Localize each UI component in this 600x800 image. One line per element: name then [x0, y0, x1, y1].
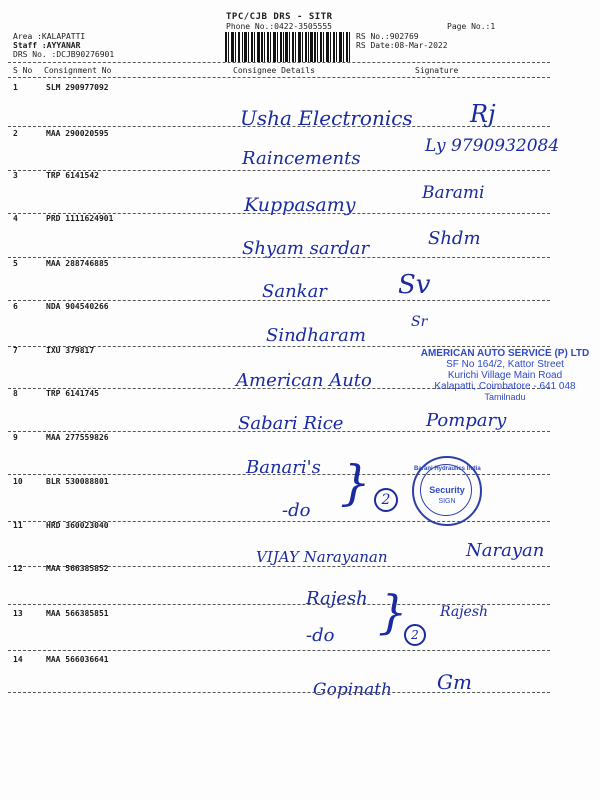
- row-14-consignment: MAA 566036641: [46, 655, 109, 664]
- row-5-divider: [8, 300, 550, 301]
- row-13-do-mark: -do: [306, 625, 335, 646]
- row-7-consignment: IXU 379817: [46, 346, 95, 355]
- header-rs-date: RS Date:08-Mar-2022: [356, 41, 448, 50]
- row-12-consignment: MAA 566385852: [46, 564, 109, 573]
- row-1-consignment: SLM 290977092: [46, 83, 109, 92]
- stamp-line-company: AMERICAN AUTO SERVICE (P) LTD: [420, 348, 590, 359]
- row-13-s-no: 13: [13, 609, 23, 618]
- row-1-consignee-handwriting: Usha Electronics: [240, 106, 413, 130]
- row-13-signature-handwriting: Rajesh: [440, 604, 489, 620]
- row-5-consignment: MAA 288746885: [46, 259, 109, 268]
- row-2-consignment: MAA 290020595: [46, 129, 109, 138]
- row-13-consignment: MAA 566385851: [46, 609, 109, 618]
- stamp-line-address-3: Kalapatti, Coimbatore - 641 048: [434, 381, 576, 392]
- row-12-signature-handwriting: Narayan: [466, 540, 545, 561]
- header-divider-bottom: [8, 77, 550, 78]
- stamp-line-address-2: Kurichi Village Main Road: [447, 370, 563, 381]
- row-14-divider: [8, 692, 550, 693]
- row-2-signature-handwriting: Ly 9790932084: [425, 136, 560, 156]
- row-6-consignment: NDA 904540266: [46, 302, 109, 311]
- row-13-count-mark: 2: [404, 624, 426, 646]
- header-title: TPC/CJB DRS - SITR: [226, 12, 333, 22]
- stamp-line-state: Tamilnadu: [484, 392, 526, 402]
- row-10-count-mark: 2: [374, 488, 398, 512]
- barcode-graphic: [225, 32, 350, 62]
- row-8-consignee-handwriting: American Auto: [236, 370, 372, 391]
- column-header-consignee-details: Consignee Details: [233, 66, 315, 75]
- row-5-signature-handwriting: Sv: [398, 270, 431, 300]
- row-8-s-no: 8: [13, 389, 18, 398]
- american-auto-service-stamp: [412, 348, 598, 402]
- row-9-signature-handwriting: Pompary: [426, 410, 507, 431]
- seal-center-text: Security: [429, 485, 465, 495]
- row-5-consignee-handwriting: Sankar: [262, 281, 327, 302]
- row-14-consignee-handwriting: Gopinath: [313, 680, 392, 700]
- row-7-s-no: 7: [13, 346, 18, 355]
- header-phone: Phone No.:0422-3505555: [226, 22, 332, 31]
- row-4-signature-handwriting: Shdm: [428, 228, 481, 249]
- row-9-s-no: 9: [13, 433, 18, 442]
- header-divider-top: [8, 62, 550, 63]
- bracket-group-mark: }: [340, 455, 371, 511]
- row-12-s-no: 12: [13, 564, 23, 573]
- seal-sub-text: SIGN: [438, 498, 456, 505]
- row-1-signature-handwriting: Rj: [470, 100, 496, 128]
- bannari-security-seal: [412, 456, 482, 526]
- row-6-consignee-handwriting: Sindharam: [266, 325, 366, 346]
- row-9-consignment: MAA 277559826: [46, 433, 109, 442]
- row-11-consignee-handwriting: -do: [282, 500, 311, 521]
- row-14-signature-handwriting: Gm: [437, 670, 472, 694]
- row-1-s-no: 1: [13, 83, 18, 92]
- column-header-consignment-no: Consignment No: [44, 66, 112, 75]
- header-drs-no: DRS No. :DCJB90276901: [13, 50, 115, 59]
- row-4-s-no: 4: [13, 214, 18, 223]
- row-11-s-no: 11: [13, 521, 23, 530]
- row-11-consignment: HRD 360023040: [46, 521, 109, 530]
- row-13-consignee-handwriting: Rajesh: [306, 588, 368, 609]
- row-5-s-no: 5: [13, 259, 18, 268]
- row-3-consignee-handwriting: Kuppasamy: [244, 194, 356, 216]
- row-12-consignee-handwriting: VIJAY Narayanan: [256, 548, 388, 566]
- row-6-s-no: 6: [13, 302, 18, 311]
- row-14-s-no: 14: [13, 655, 23, 664]
- row-1-divider: [8, 126, 550, 127]
- header-staff: Staff :AYYANAR: [13, 41, 81, 50]
- header-page-no: Page No.:1: [447, 22, 496, 31]
- seal-outer-text: Barani Hydraulics India: [414, 466, 481, 472]
- row-3-s-no: 3: [13, 171, 18, 180]
- header-rs-no: RS No.:902769: [356, 32, 419, 41]
- stamp-line-address-1: SF No 164/2, Kattor Street: [446, 359, 564, 370]
- column-header-s-no: S No: [13, 66, 33, 75]
- row-2-s-no: 2: [13, 129, 18, 138]
- row-3-signature-handwriting: Barami: [422, 183, 485, 203]
- row-2-consignee-handwriting: Raincements: [242, 148, 361, 169]
- barcode: [225, 32, 350, 62]
- row-4-consignment: PRD 1111624901: [46, 214, 114, 223]
- header-area: Area :KALAPATTI: [13, 32, 86, 41]
- row-8-consignment: TRP 6141745: [46, 389, 99, 398]
- row-4-divider: [8, 257, 550, 258]
- bracket-group-mark-2: }: [378, 585, 408, 639]
- row-9-consignee-handwriting: Sabari Rice: [238, 413, 344, 434]
- row-4-consignee-handwriting: Shyam sardar: [242, 238, 370, 259]
- row-6-signature-handwriting: Sr: [411, 314, 428, 330]
- row-10-consignment: BLR 530088801: [46, 477, 109, 486]
- row-3-consignment: TRP 6141542: [46, 171, 99, 180]
- row-10-s-no: 10: [13, 477, 23, 486]
- row-13-divider: [8, 650, 550, 651]
- column-header-signature: Signature: [415, 66, 459, 75]
- row-10-consignee-handwriting: Banari's: [246, 457, 321, 478]
